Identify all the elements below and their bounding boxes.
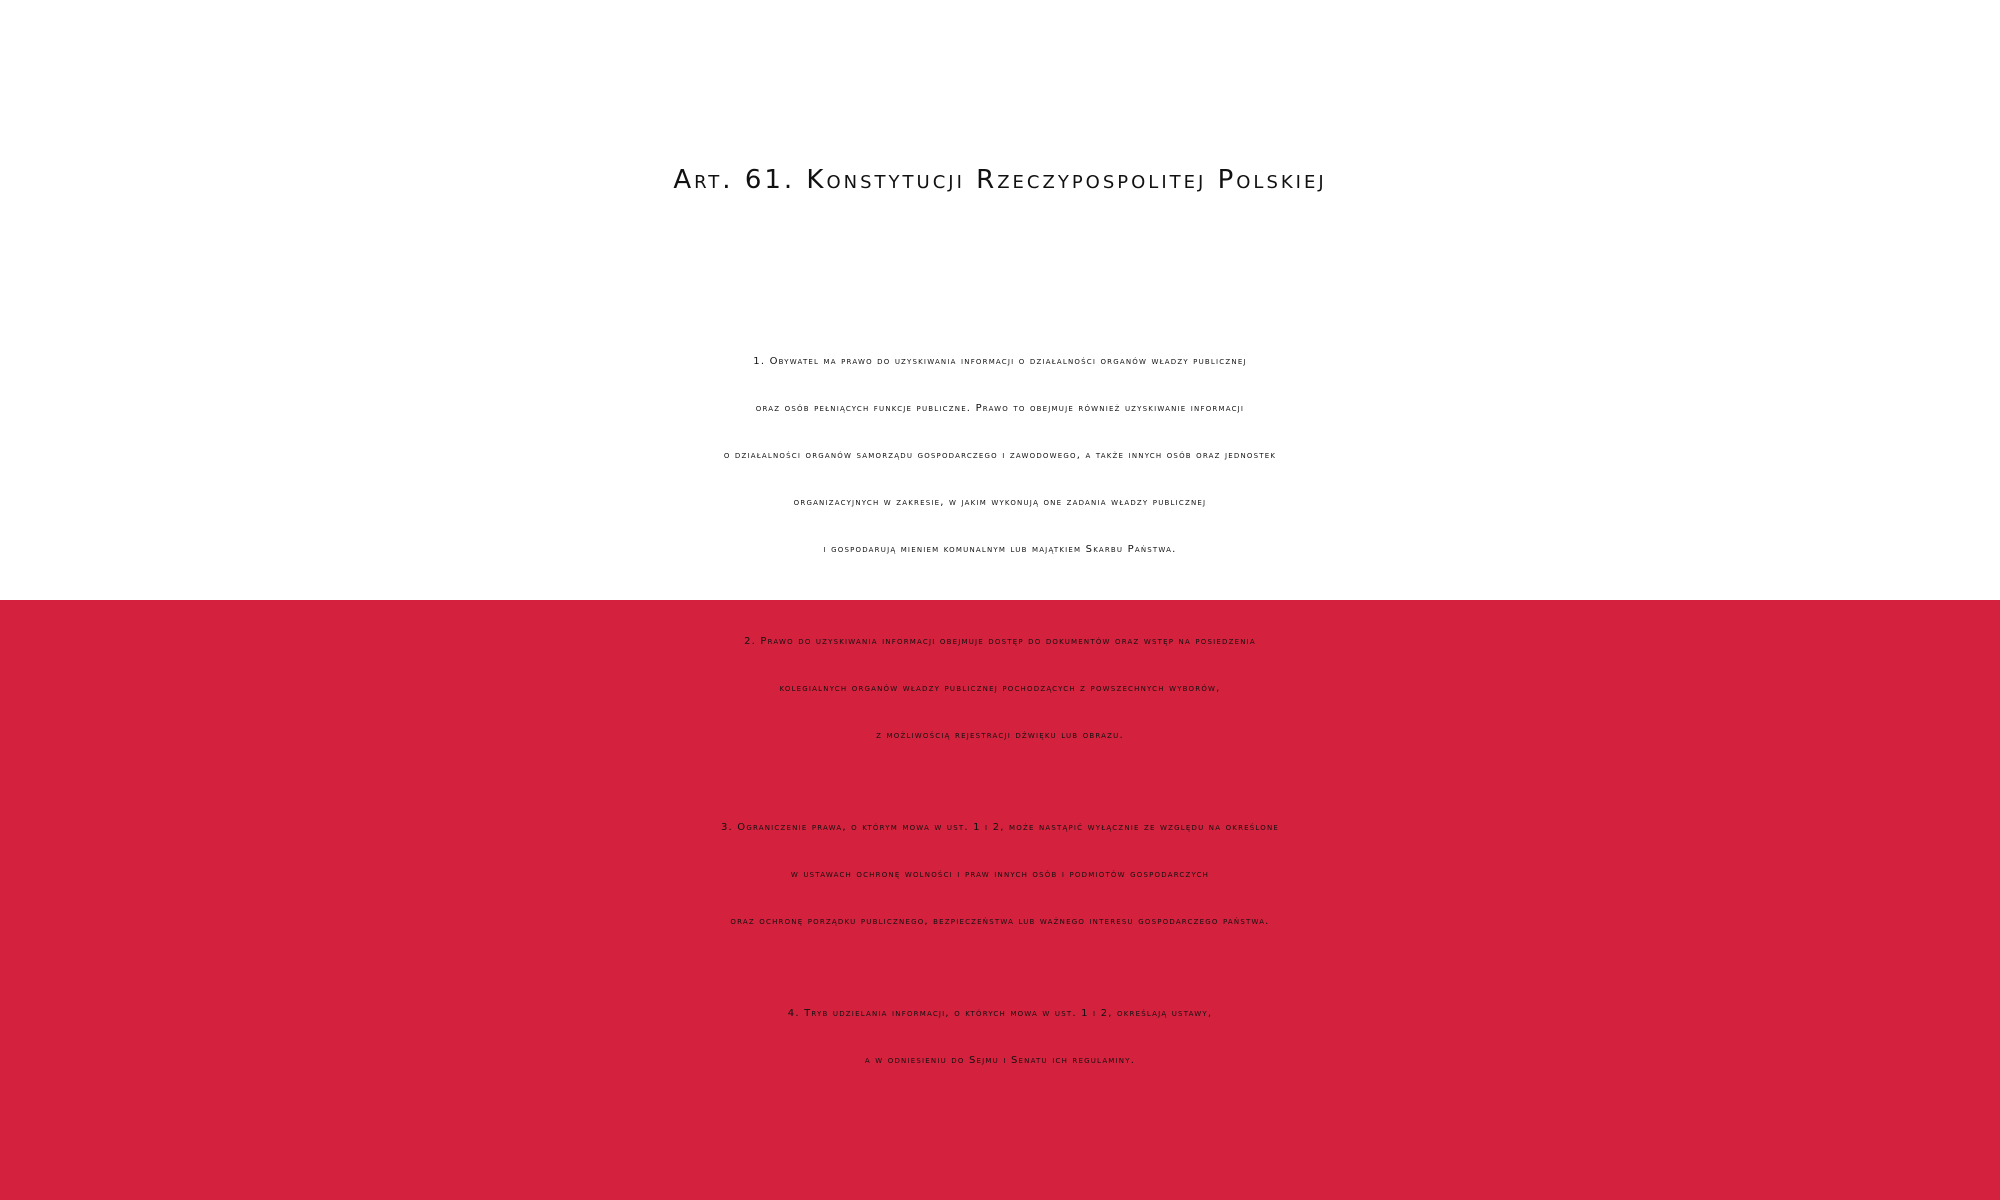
paragraph-1-line-2: oraz osób pełniących funkcje publiczne. Prawo to obejmuje również uzyskiwanie informacji <box>755 403 1245 414</box>
page-title: Art. 61. Konstytucji Rzeczypospolitej Polskiej <box>673 165 1327 195</box>
paragraph-2-line-2: kolegialnych organów władzy publicznej pochodzących z powszechnych wyborów, <box>779 683 1221 694</box>
paragraph-3-line-3: oraz ochronę porządku publicznego, bezpieczeństwa lub ważnego interesu gospodarczego państwa. <box>730 916 1270 927</box>
paragraph-1 <box>0 338 2000 573</box>
paragraph-4-line-1: 4. Tryb udzielania informacji, o których mowa w ust. 1 i 2, określają ustawy, <box>787 1008 1213 1019</box>
paragraph-4 <box>0 990 2000 1084</box>
paragraph-2-line-1: 2. Prawo do uzyskiwania informacji obejmuje dostęp do dokumentów oraz wstęp na posiedzenia <box>744 636 1256 647</box>
paragraph-4-line-2: a w odniesieniu do Sejmu i Senatu ich regulaminy. <box>864 1055 1136 1066</box>
paragraph-1-line-5: i gospodarują mieniem komunalnym lub majątkiem Skarbu Państwa. <box>823 544 1177 555</box>
paragraph-1-line-4: organizacyjnych w zakresie, w jakim wykonują one zadania władzy publicznej <box>793 497 1207 508</box>
paragraph-2-line-3: z możliwością rejestracji dźwięku lub obrazu. <box>876 730 1124 741</box>
paragraph-1-line-1: 1. Obywatel ma prawo do uzyskiwania informacji o działalności organów władzy publicznej <box>753 356 1247 367</box>
paragraph-3 <box>0 804 2000 945</box>
paragraph-3-line-2: w ustawach ochronę wolności i praw innych osób i podmiotów gospodarczych <box>790 869 1210 880</box>
paragraph-1-line-3: o działalności organów samorządu gospodarczego i zawodowego, a także innych osób oraz jednostek <box>723 450 1277 461</box>
paragraph-3-line-1: 3. Ograniczenie prawa, o którym mowa w ust. 1 i 2, może nastąpić wyłącznie ze względu na określone <box>720 822 1280 833</box>
paragraph-2 <box>0 618 2000 759</box>
